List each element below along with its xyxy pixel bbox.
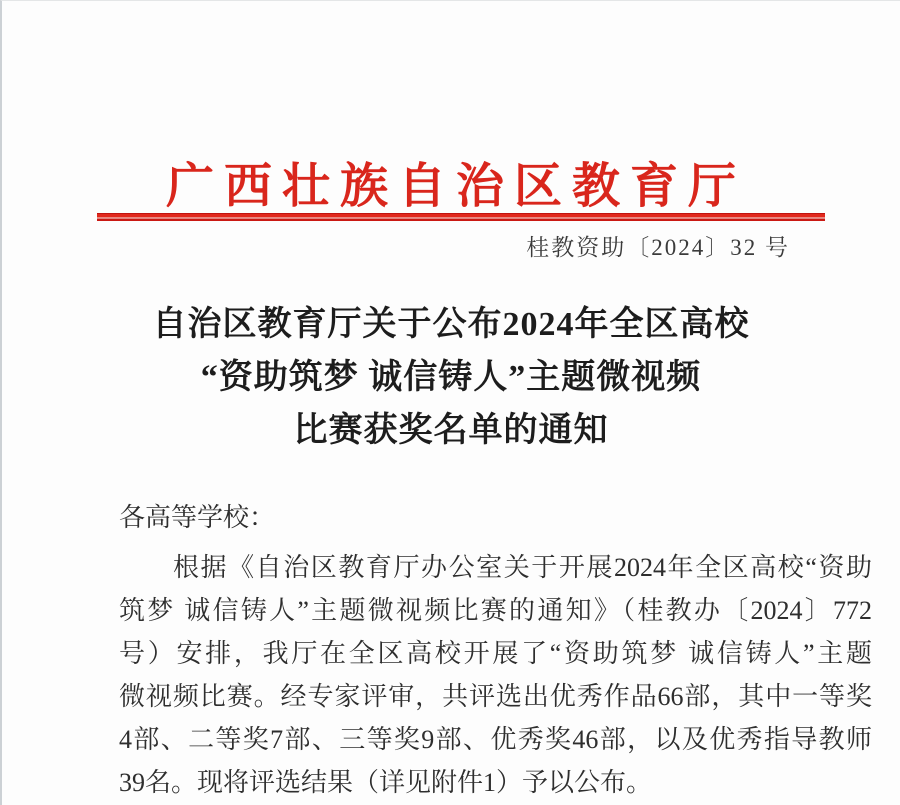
title-line-2: “资助筑梦 诚信铸人”主题微视频: [200, 359, 702, 396]
body-line-5: 4部、二等奖7部、三等奖9部、优秀奖46部，以及优秀指导教师: [119, 725, 872, 754]
body-line-6: 39名。现将评选结果（详见附件1）予以公布。: [119, 768, 653, 797]
title-line-1: 自治区教育厅关于公布2024年全区高校: [152, 306, 750, 343]
salutation: 各高等学校：: [119, 503, 276, 532]
body-line-3: 号）安排，我厅在全区高校开展了“资助筑梦 诚信铸人”主题: [119, 639, 872, 668]
title-line-3: 比赛获奖名单的通知: [293, 412, 609, 449]
body-line-1: 根据《自治区教育厅办公室关于开展2024年全区高校“资助: [173, 553, 872, 582]
agency-header: 广西壮族自治区教育厅: [165, 160, 746, 213]
document-body: [119, 546, 872, 804]
document-title: [2, 298, 900, 457]
body-line-4: 微视频比赛。经专家评审，共评选出优秀作品66部，其中一等奖: [119, 682, 872, 711]
body-line-2: 筑梦 诚信铸人”主题微视频比赛的通知》（桂教办〔2024〕772: [119, 596, 872, 625]
red-divider-rule: [97, 213, 825, 221]
document-number: 桂教资助〔2024〕32 号: [526, 235, 790, 260]
